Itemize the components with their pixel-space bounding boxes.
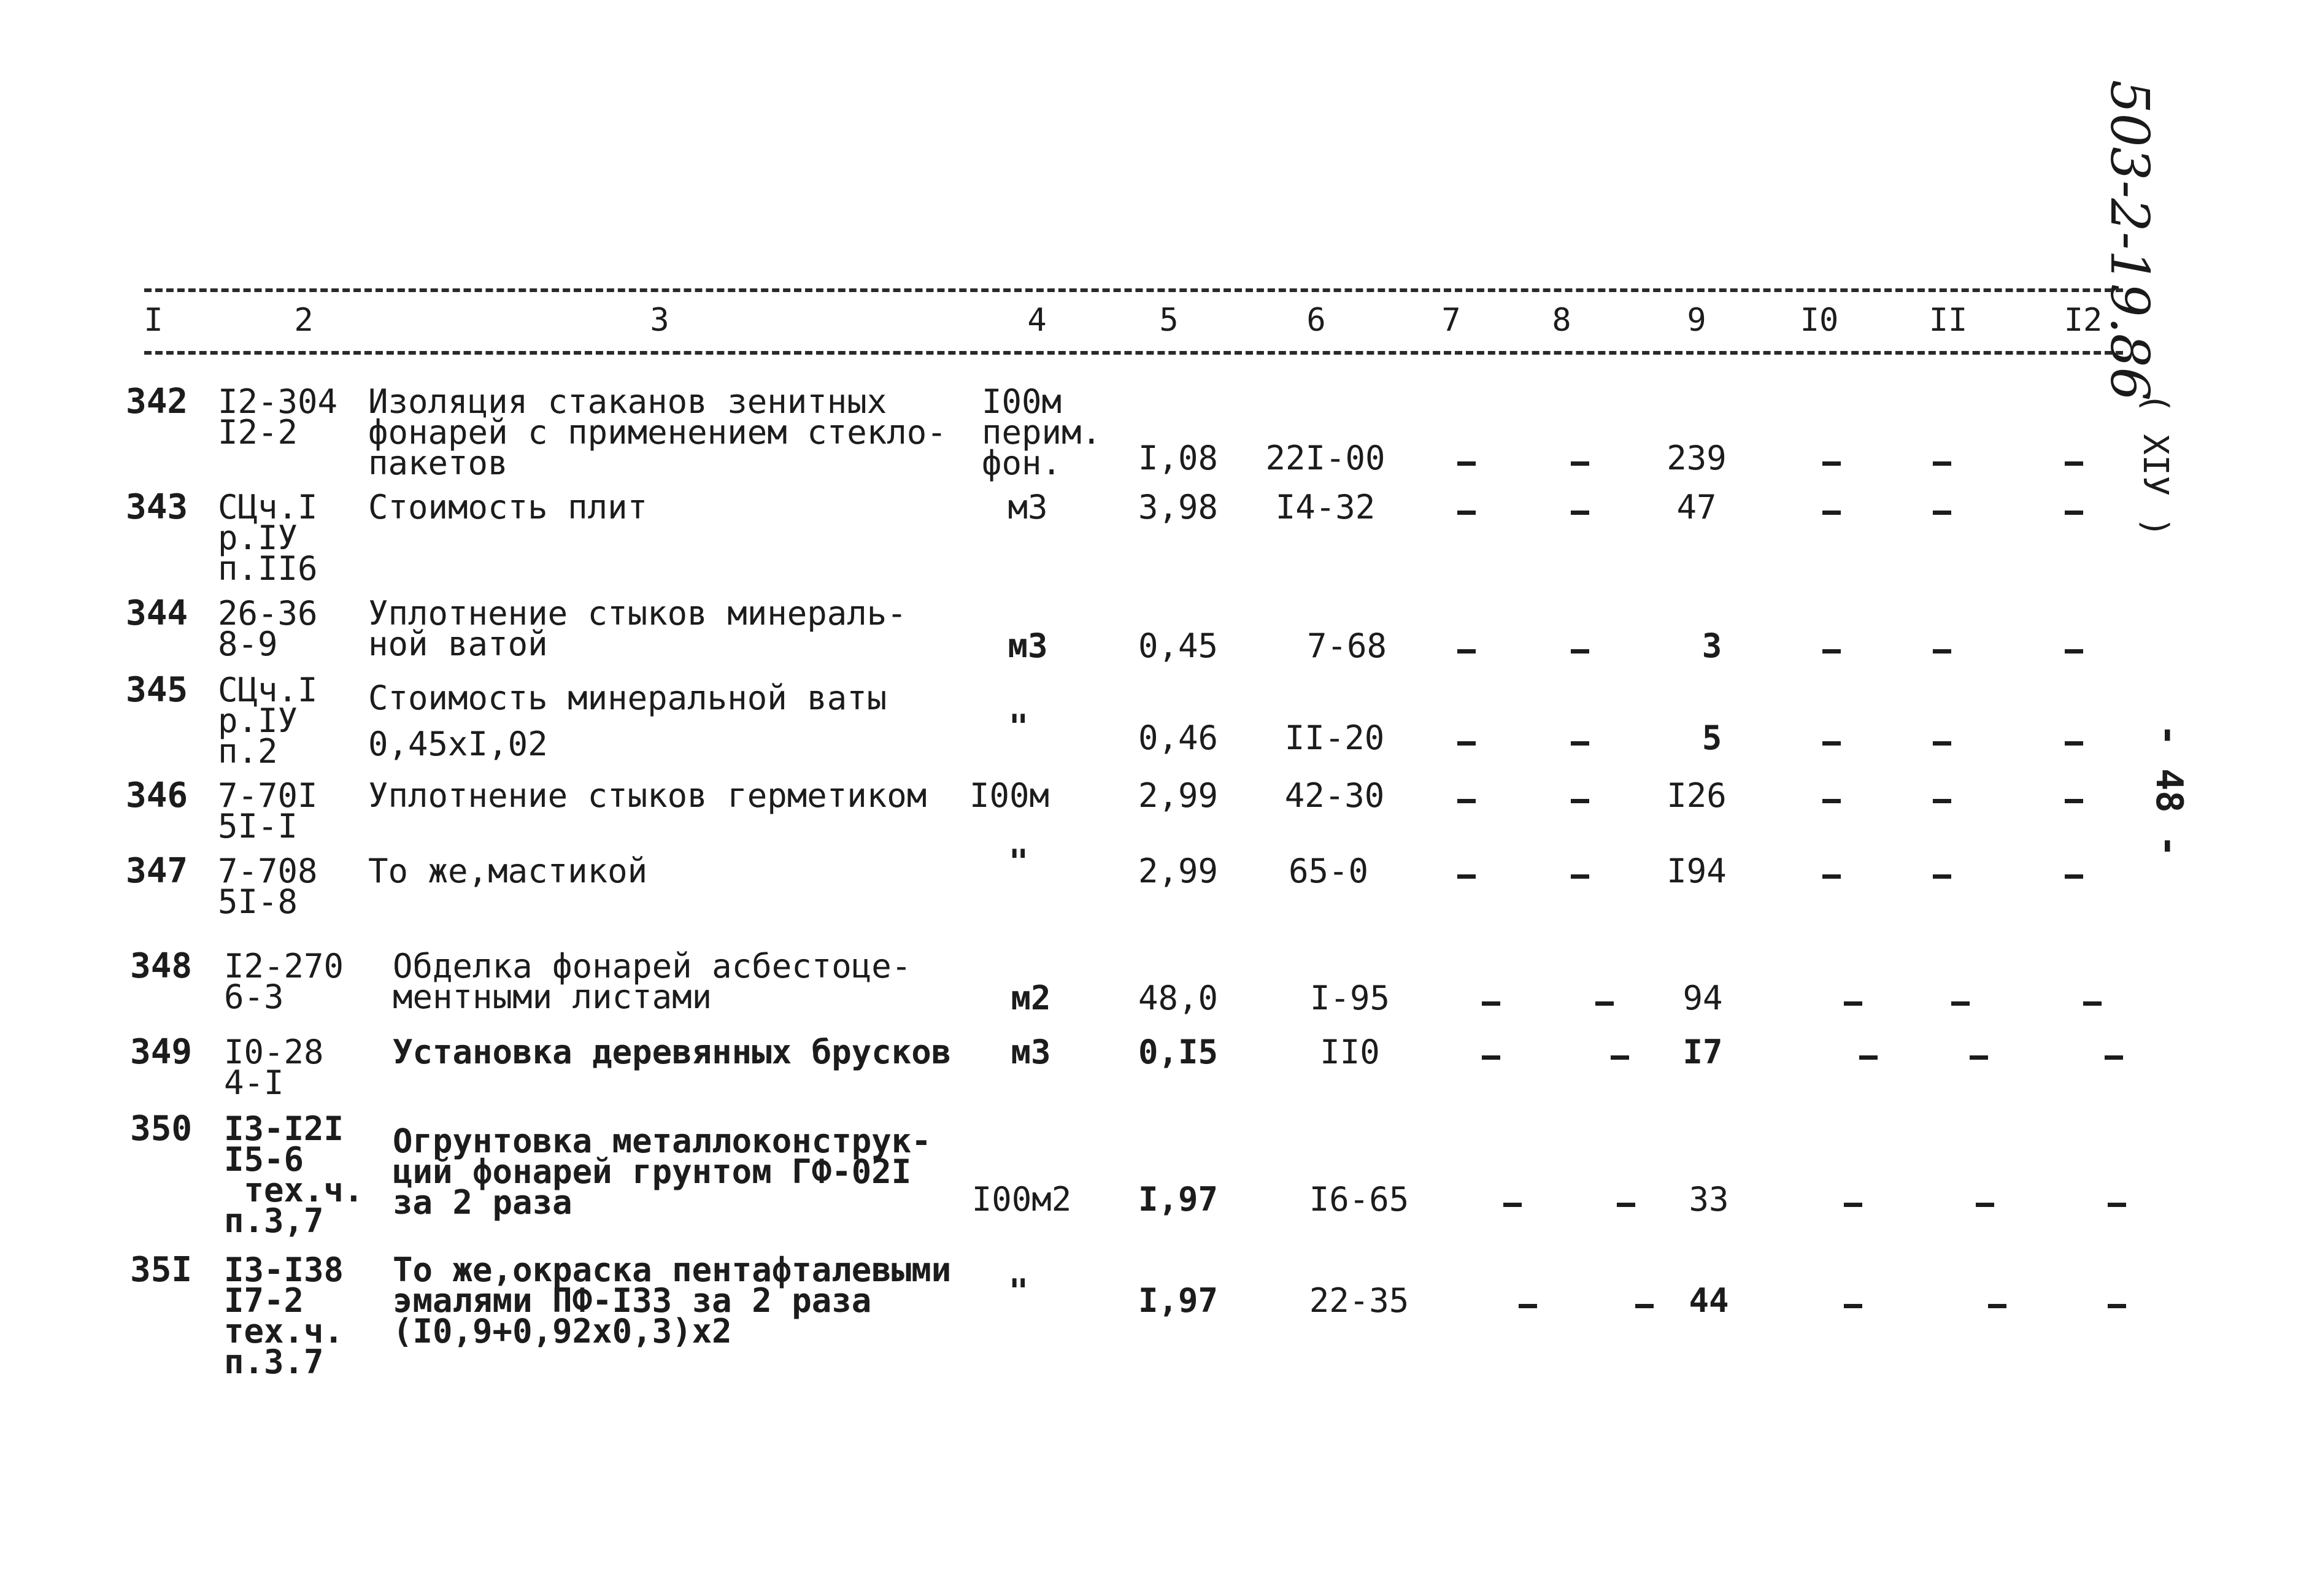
empty-mark	[1571, 511, 1589, 515]
row-number: 344	[126, 593, 188, 633]
quantity: I,08	[1138, 439, 1219, 477]
empty-mark	[1457, 649, 1476, 653]
quantity: 0,46	[1138, 719, 1219, 757]
column-header-4: 4	[1027, 302, 1047, 339]
work-description: Установка деревянных брусков	[393, 1033, 952, 1071]
total: 3	[1701, 626, 1722, 665]
unit-price: 22I-00	[1265, 439, 1385, 477]
column-header-11: II	[1929, 302, 1968, 339]
unit-price: 42-30	[1284, 776, 1385, 815]
empty-mark	[1457, 799, 1476, 803]
norm-code: 26-36 8-9	[218, 594, 318, 663]
row-number: 348	[130, 946, 193, 986]
column-header-6: 6	[1306, 302, 1326, 339]
empty-mark	[1859, 1055, 1878, 1060]
empty-mark	[1933, 874, 1951, 879]
empty-mark	[1951, 1001, 1970, 1006]
row-number: 350	[130, 1109, 193, 1149]
unit-price: I6-65	[1309, 1180, 1409, 1219]
unit: "	[1008, 842, 1029, 881]
column-header-2: 2	[294, 302, 314, 339]
empty-mark	[2083, 1001, 2102, 1006]
work-description: Огрунтовка металлоконструк- ций фонарей грунтом ГФ-02I за 2 раза	[393, 1122, 931, 1222]
total: I7	[1682, 1033, 1723, 1071]
empty-mark	[1822, 649, 1841, 653]
row-number: 342	[126, 382, 188, 422]
row-number: 343	[126, 487, 188, 527]
unit-price: 22-35	[1309, 1281, 1409, 1320]
norm-code: I2-304 I2-2	[218, 382, 338, 452]
quantity: 0,45	[1138, 626, 1219, 665]
unit: м3	[1008, 626, 1048, 665]
empty-mark	[2105, 1055, 2123, 1060]
empty-mark	[1822, 741, 1841, 746]
empty-mark	[2108, 1203, 2126, 1207]
total: 44	[1689, 1281, 1729, 1320]
empty-mark	[2065, 799, 2083, 803]
empty-mark	[1933, 799, 1951, 803]
empty-mark	[1571, 874, 1589, 879]
empty-mark	[1595, 1001, 1614, 1006]
unit: I00м	[969, 776, 1050, 815]
empty-mark	[1571, 799, 1589, 803]
unit: I00м2	[971, 1180, 1072, 1219]
empty-mark	[2108, 1304, 2126, 1308]
unit: "	[1008, 707, 1029, 746]
quantity: 2,99	[1138, 776, 1219, 815]
norm-code: I0-28 4-I	[224, 1033, 324, 1102]
norm-code: СЦч.I р.IУ п.2	[218, 671, 318, 771]
empty-mark	[1457, 461, 1476, 466]
column-header-5: 5	[1159, 302, 1179, 339]
quantity: I,97	[1138, 1180, 1219, 1219]
empty-mark	[1933, 649, 1951, 653]
empty-mark	[1822, 799, 1841, 803]
empty-mark	[1933, 741, 1951, 746]
unit: м3	[1008, 488, 1048, 526]
empty-mark	[1457, 874, 1476, 879]
work-description: Стоимость плит	[368, 488, 648, 526]
quantity: 0,I5	[1138, 1033, 1219, 1071]
quantity: 3,98	[1138, 488, 1219, 526]
column-header-9: 9	[1687, 302, 1706, 339]
empty-mark	[1970, 1055, 1988, 1060]
empty-mark	[1503, 1203, 1522, 1207]
empty-mark	[1571, 649, 1589, 653]
norm-code: I3-I38 I7-2 тех.ч. п.3.7	[224, 1251, 344, 1381]
row-number: 35I	[130, 1250, 193, 1290]
total: 239	[1667, 439, 1727, 477]
unit-price: II-20	[1284, 719, 1385, 757]
row-number: 349	[130, 1032, 193, 1072]
norm-code: 7-708 5I-8	[218, 852, 318, 921]
empty-mark	[2065, 741, 2083, 746]
column-header-12: I2	[2064, 302, 2103, 339]
document-code: 503-2-19.86	[2098, 80, 2160, 401]
work-description: Обделка фонарей асбестоце- ментными листами	[393, 947, 912, 1016]
total: I94	[1667, 852, 1727, 890]
work-description: Стоимость минеральной ваты 0,45хI,02	[368, 679, 887, 763]
page-number: - 48 -	[2148, 724, 2191, 857]
empty-mark	[1571, 461, 1589, 466]
header-top-rule	[144, 288, 2123, 292]
empty-mark	[2065, 461, 2083, 466]
total: 94	[1682, 979, 1723, 1017]
empty-mark	[1976, 1203, 1994, 1207]
total: 47	[1676, 488, 1717, 526]
quantity: 2,99	[1138, 852, 1219, 890]
empty-mark	[1617, 1203, 1635, 1207]
empty-mark	[1611, 1055, 1629, 1060]
empty-mark	[1822, 874, 1841, 879]
column-header-8: 8	[1552, 302, 1571, 339]
norm-code: СЦч.I р.IУ п.II6	[218, 488, 318, 588]
empty-mark	[1482, 1055, 1500, 1060]
column-header-1: I	[144, 302, 163, 339]
header-bottom-rule	[144, 351, 2123, 355]
empty-mark	[1988, 1304, 2006, 1308]
empty-mark	[2065, 511, 2083, 515]
unit-price: 65-0	[1288, 852, 1369, 890]
unit-price: I-95	[1309, 979, 1390, 1017]
empty-mark	[1822, 461, 1841, 466]
column-header-7: 7	[1441, 302, 1461, 339]
row-number: 345	[126, 670, 188, 710]
column-header-3: 3	[650, 302, 669, 339]
total: I26	[1667, 776, 1727, 815]
norm-code: I2-270 6-3	[224, 947, 344, 1016]
section-number: ( XIУ )	[2135, 393, 2175, 538]
work-description: Уплотнение стыков минераль- ной ватой	[368, 594, 907, 663]
work-description: То же,мастикой	[368, 852, 648, 890]
empty-mark	[1844, 1304, 1862, 1308]
empty-mark	[2065, 874, 2083, 879]
row-number: 346	[126, 776, 188, 815]
empty-mark	[1822, 511, 1841, 515]
empty-mark	[1571, 741, 1589, 746]
work-description: То же,окраска пентафталевыми эмалями ПФ-I33 за 2 раза (I0,9+0,92х0,3)х2	[393, 1251, 952, 1351]
empty-mark	[1519, 1304, 1537, 1308]
unit-price: I4-32	[1275, 488, 1376, 526]
empty-mark	[1844, 1001, 1862, 1006]
unit: м3	[1011, 1033, 1051, 1071]
unit: м2	[1011, 979, 1051, 1017]
unit-price: II0	[1320, 1033, 1380, 1071]
empty-mark	[1457, 741, 1476, 746]
empty-mark	[1933, 461, 1951, 466]
row-number: 347	[126, 851, 188, 891]
unit: I00м перим. фон.	[982, 382, 1102, 482]
quantity: 48,0	[1138, 979, 1219, 1017]
work-description: Изоляция стаканов зенитных фонарей с применением стекло- пакетов	[368, 382, 947, 482]
norm-code: 7-70I 5I-I	[218, 776, 318, 846]
quantity: I,97	[1138, 1281, 1219, 1320]
total: 33	[1689, 1180, 1729, 1219]
empty-mark	[1844, 1203, 1862, 1207]
empty-mark	[2065, 649, 2083, 653]
empty-mark	[1457, 511, 1476, 515]
unit: "	[1008, 1272, 1029, 1311]
empty-mark	[1933, 511, 1951, 515]
column-header-10: I0	[1800, 302, 1839, 339]
norm-code: I3-I2I I5-6 тех.ч. п.3,7	[224, 1109, 364, 1240]
unit-price: 7-68	[1306, 626, 1387, 665]
empty-mark	[1482, 1001, 1500, 1006]
work-description: Уплотнение стыков герметиком	[368, 776, 927, 815]
total: 5	[1701, 719, 1722, 757]
